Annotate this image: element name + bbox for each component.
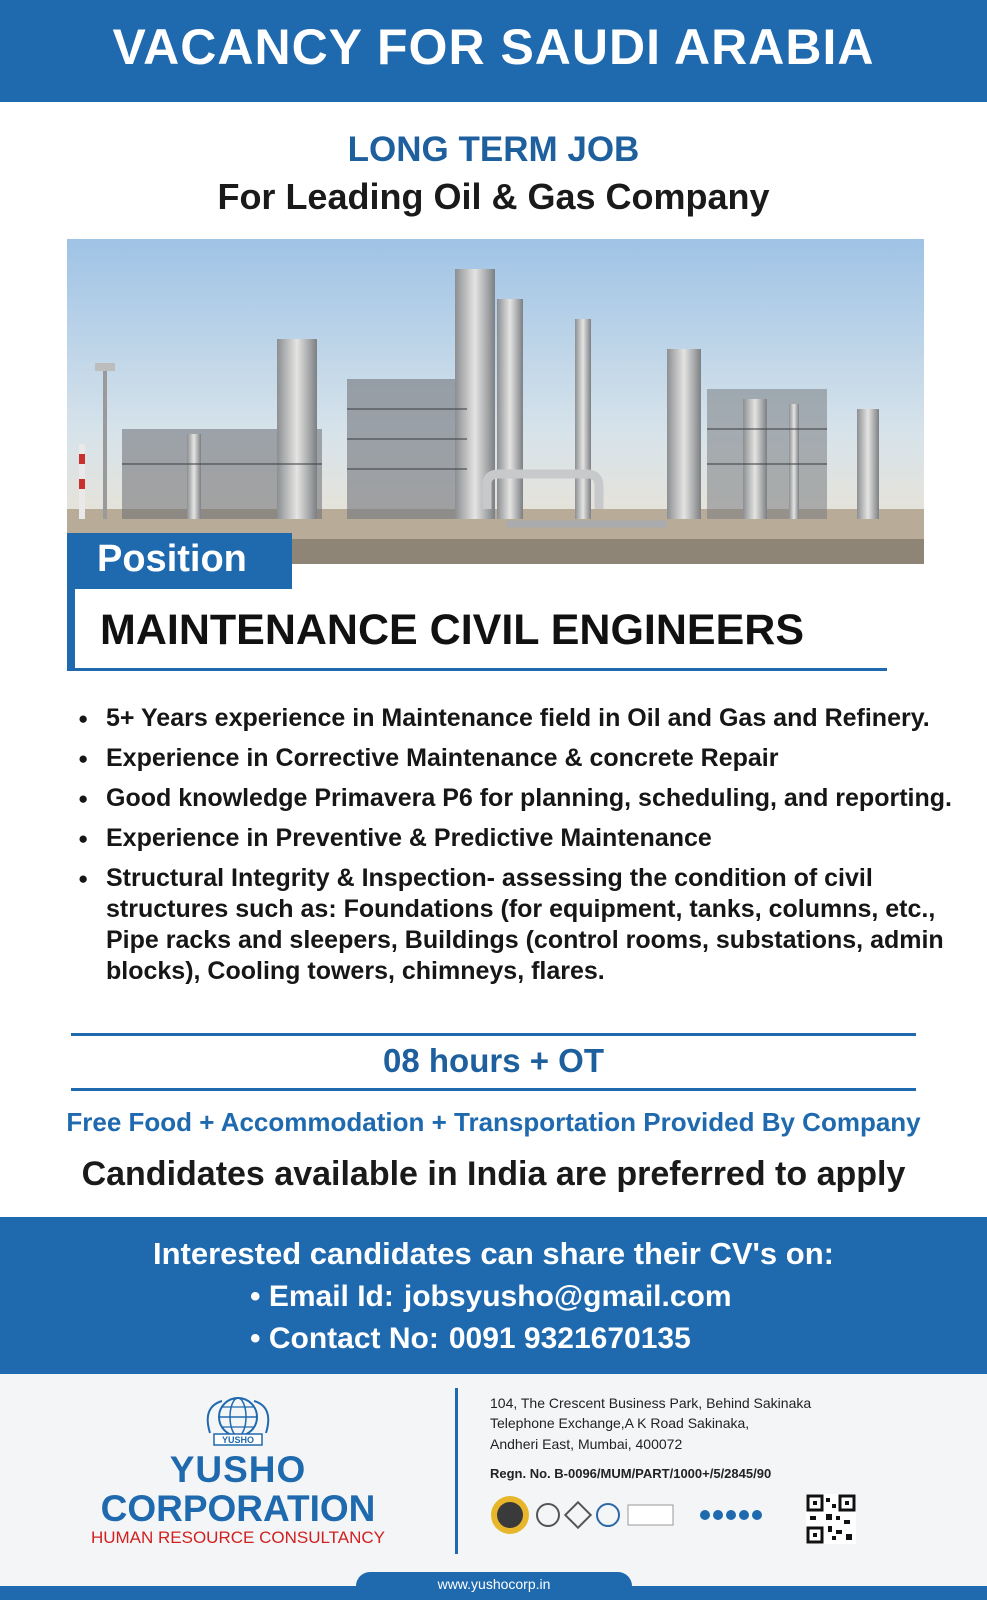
- logo-text: YUSHO: [221, 1435, 255, 1445]
- email-line: [250, 1280, 732, 1314]
- address-line: Telephone Exchange,A K Road Sakinaka,: [490, 1415, 750, 1431]
- list-item: ● 5+ Years experience in Maintenance field in Oil and Gas and Refinery.: [78, 703, 978, 734]
- list-item: ● Structural Integrity & Inspection- assessing the condition of civil structures such as: Foundations (for equipment, tanks, columns, etc., Pipe racks and sleepers, Buildings (control rooms, substations, admin blocks), Cooling towers, chimneys, flares.: [78, 863, 978, 987]
- divider-top: [71, 1033, 916, 1036]
- position-title: MAINTENANCE CIVIL ENGINEERS: [100, 606, 804, 654]
- list-item: ● Good knowledge Primavera P6 for planning, scheduling, and reporting.: [78, 783, 978, 814]
- divider-bottom: [71, 1088, 916, 1091]
- requirements-list: [78, 703, 978, 996]
- email-link[interactable]: jobsyusho@gmail.com: [403, 1280, 732, 1313]
- phone-link[interactable]: 0091 9321670135: [448, 1322, 691, 1355]
- qr-code-icon[interactable]: [806, 1494, 856, 1544]
- address-line: Andheri East, Mumbai, 400072: [490, 1436, 683, 1452]
- social-icons: [700, 1510, 762, 1520]
- list-item: ● Experience in Preventive & Predictive Maintenance: [78, 823, 978, 854]
- working-hours: 08 hours + OT: [383, 1042, 604, 1079]
- registration-number: Regn. No. B-0096/MUM/PART/1000+/5/2845/90: [490, 1466, 772, 1481]
- footer-divider: [455, 1388, 458, 1554]
- globe-logo-icon: [200, 1393, 276, 1447]
- website-link[interactable]: www.yushocorp.in: [437, 1576, 551, 1592]
- job-type: LONG TERM JOB: [347, 130, 640, 169]
- benefits-text: Free Food + Accommodation + Transportation Provided By Company: [66, 1107, 921, 1137]
- position-label: Position: [97, 538, 247, 580]
- company-tagline-footer: HUMAN RESOURCE CONSULTANCY: [90, 1528, 386, 1547]
- phone-line: [250, 1322, 691, 1356]
- refinery-photo: [67, 239, 924, 564]
- list-item: ● Experience in Corrective Maintenance & concrete Repair: [78, 743, 978, 774]
- company-name-line2: CORPORATION: [100, 1488, 376, 1529]
- page-title: VACANCY FOR SAUDI ARABIA: [112, 19, 875, 75]
- email-label: • Email Id:: [250, 1280, 394, 1313]
- contact-heading: Interested candidates can share their CV's on:: [153, 1236, 834, 1271]
- company-tagline: For Leading Oil & Gas Company: [217, 176, 770, 217]
- address-line: 104, The Crescent Business Park, Behind Sakinaka: [490, 1395, 812, 1411]
- position-accent-bar: [67, 589, 75, 671]
- position-underline: [67, 668, 887, 671]
- phone-label: • Contact No:: [250, 1322, 439, 1355]
- certification-badges: [490, 1491, 780, 1541]
- preference-text: Candidates available in India are preferred to apply: [81, 1155, 906, 1193]
- company-name-line1: YUSHO: [169, 1449, 307, 1490]
